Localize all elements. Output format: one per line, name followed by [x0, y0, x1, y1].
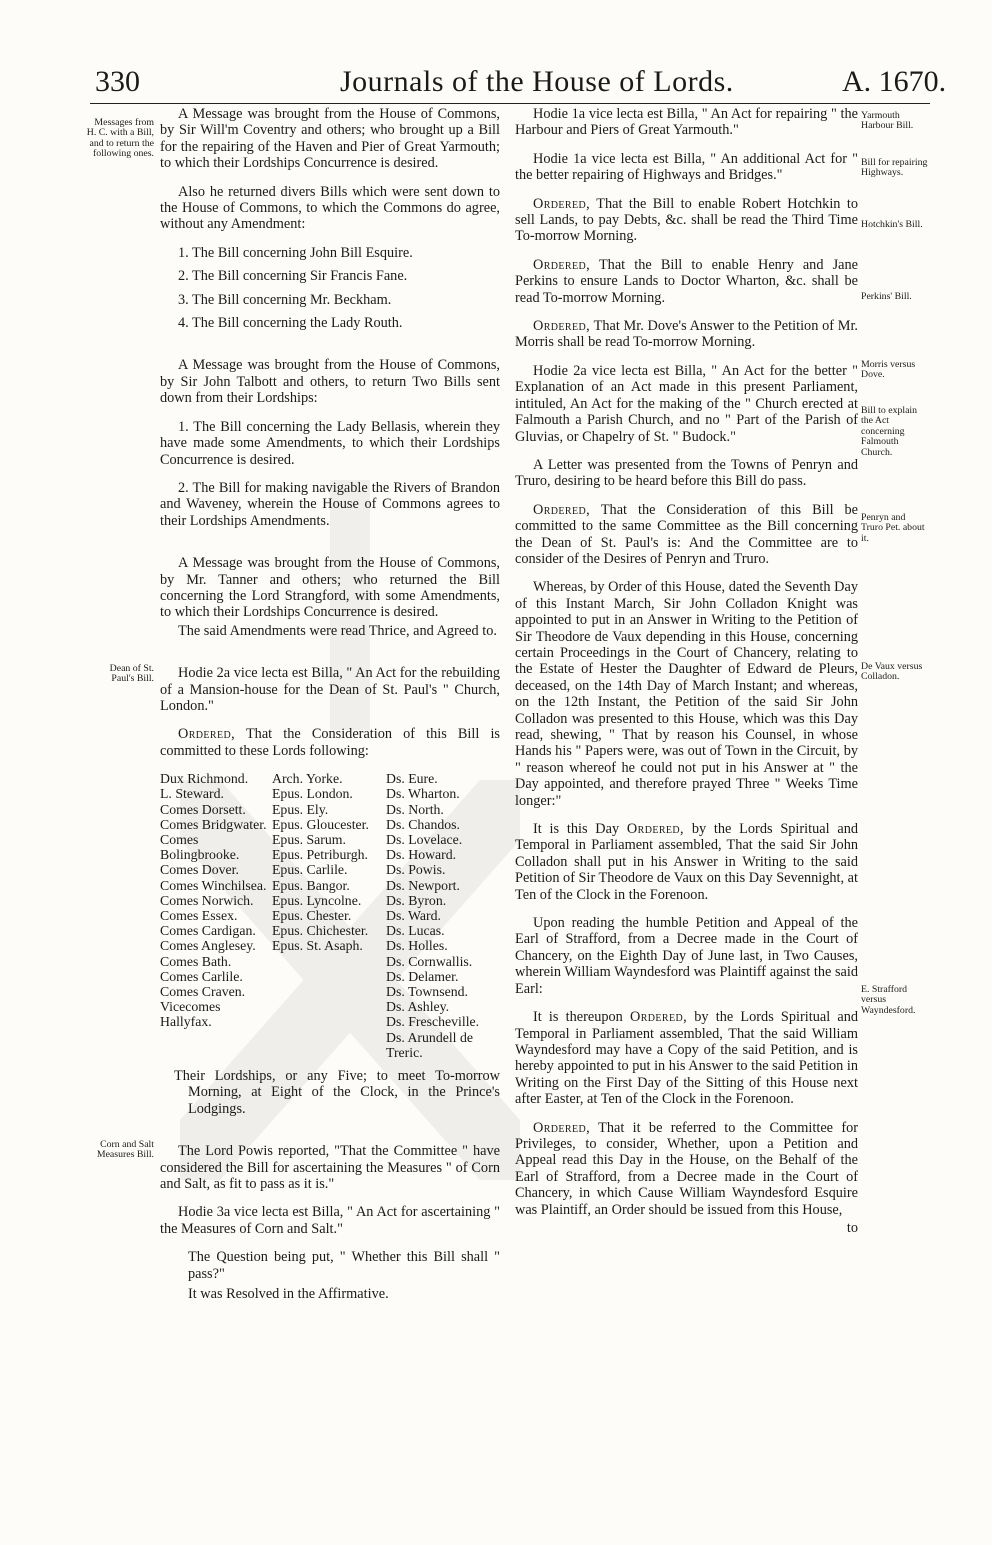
margin-note: Morris versus Dove.	[861, 359, 916, 381]
lord-name: Epus. Carlile.	[272, 862, 348, 878]
order-paragraph	[515, 821, 858, 903]
order-pre: It is this Day	[533, 821, 620, 838]
question-paragraph: The Question being put, " Whether this Bill shall " pass?"	[188, 1249, 500, 1282]
lord-name: Ds. Newport.	[386, 877, 460, 893]
order-lead: Ordered,	[178, 726, 236, 743]
lord-name: Epus. Chester.	[272, 908, 352, 924]
meeting-paragraph: Their Lordships, or any Five; to meet To-morrow Morning, at Eight of the Clock, in the Prince's Lodgings.	[174, 1068, 500, 1117]
lord-name: Ds. Eure.	[386, 771, 438, 787]
page-title: Journals of the House of Lords.	[340, 65, 734, 98]
catchword: to	[846, 1219, 858, 1236]
order-text: That the Consideration of this Bill is committed to these Lords following:	[160, 726, 500, 759]
order-lead: Ordered,	[626, 821, 685, 838]
order-text: That the Bill to enable Robert Hotchkin to sell Lands, to pay Debts, &c. shall be read the Third Time To-morrow Morning.	[515, 195, 858, 245]
committee-lords	[160, 771, 500, 1060]
left-column	[160, 106, 500, 1307]
lord-name: Ds. Cornwallis.	[386, 953, 473, 969]
order-lead: Ordered,	[533, 501, 591, 518]
lord-name: Epus. Bangor.	[272, 877, 350, 893]
lord-name: Epus. Petriburgh.	[272, 847, 368, 863]
margin-note: Penryn and Truro Pet. about it.	[861, 512, 925, 544]
margin-note: Yarmouth Harbour Bill.	[861, 110, 914, 132]
margin-note: E. Strafford versus Wayndesford.	[861, 984, 916, 1016]
lord-name: Epus. Chichester.	[272, 923, 369, 939]
lord-name: Ds. Lucas.	[386, 923, 445, 939]
letter-paragraph: A Letter was presented from the Towns of Penryn and Truro, desiring to be heard before this Bill do pass.	[515, 456, 858, 490]
lord-name: Epus. Gloucester.	[272, 816, 369, 832]
order-lead: Ordered,	[533, 1119, 591, 1136]
lord-name: Ds. Byron.	[386, 892, 447, 908]
page-number: 330	[95, 65, 140, 98]
lord-name: Ds. Lovelace.	[386, 832, 463, 847]
margin-note: Bill to explain the Act concerning Falmouth Church.	[861, 405, 918, 458]
order-text: by the Lords Spiritual and Temporal in Parliament assembled, That the said Sir John Colladon shall put in his Answer in Writing to the said Petition of Sir Theodore de Vaux on this Day Sevennight, at Ten of the Clock in the Forenoon.	[515, 821, 858, 903]
lord-name: L. Steward.	[160, 786, 224, 802]
report-paragraph: The Lord Powis reported, "That the Committee " have considered the Bill for ascertaining the Measures " of Corn and Salt, as fit to pass as it is."	[160, 1143, 500, 1193]
order-text: That Mr. Dove's Answer to the Petition of Mr. Morris shall be read To-morrow Morning.	[515, 318, 858, 351]
lord-name: Ds. Frescheville.	[386, 1014, 480, 1030]
margin-note: Hotchkin's Bill.	[861, 219, 923, 230]
lord-name: Ds. North.	[386, 801, 444, 817]
lord-name: Ds. Wharton.	[386, 786, 460, 802]
bill-list-item: 2. The Bill concerning Sir Francis Fane.	[178, 268, 408, 285]
order-paragraph	[515, 257, 858, 306]
lord-name: Comes Craven.	[160, 984, 246, 1000]
lord-name: Ds. Ashley.	[386, 999, 450, 1015]
order-lead: Ordered,	[533, 256, 591, 273]
lord-name: Comes Dorsett.	[160, 801, 246, 817]
order-lead: Ordered,	[629, 1009, 688, 1026]
message-paragraph: 2. The Bill for making navigable the Rivers of Brandon and Waveney, wherein the House of Commons agrees to their Lordships Amendments.	[160, 479, 500, 529]
order-lead: Ordered,	[533, 318, 591, 335]
reading-paragraph: Hodie 2a vice lecta est Billa, " An Act for the better " Explanation of an Act made in this present Parliament, intituled, An Act for the making of the " Church erected at Falmouth a Parish Church, and no " Part of the Parish of Gluvias, or Chapelry of St. " Budock."	[515, 362, 858, 445]
order-text: That the Consideration of this Bill be committed to the same Committee as the Bill concerning the Dean of St. Paul's is: And the Committee are to consider of the Desires of Penryn and Truro.	[515, 501, 858, 567]
lord-name: Comes Bridgwater.	[160, 816, 267, 832]
lords-column-barons	[386, 771, 500, 1060]
margin-note: Bill for repairing Highways.	[861, 157, 928, 179]
lord-name: Comes Anglesey.	[160, 938, 256, 954]
lord-name: Ds. Delamer.	[386, 968, 459, 984]
reading-paragraph: Hodie 1a vice lecta est Billa, " An Act for repairing " the Harbour and Piers of Great Yarmouth."	[515, 106, 858, 139]
lord-name: Ds. Arundell de Treric.	[386, 1029, 473, 1060]
lord-name: Dux Richmond.	[160, 771, 249, 787]
lord-name: Ds. Holles.	[386, 938, 448, 954]
order-lead: Ordered,	[533, 195, 591, 212]
lord-name: Comes Essex.	[160, 908, 238, 924]
page-year: A. 1670.	[842, 65, 947, 98]
margin-note: Perkins' Bill.	[861, 291, 912, 302]
lord-name: Epus. Sarum.	[272, 832, 346, 847]
message-paragraph: A Message was brought from the House of Commons, by Mr. Tanner and others; who returned the Bill concerning the Lord Strangford, with some Amendments, to which their Lordships Concurrence is desired.	[160, 555, 500, 621]
lord-name: Epus. Ely.	[272, 801, 329, 817]
lord-name: Comes Cardigan.	[160, 923, 256, 939]
bill-list-item: 3. The Bill concerning Mr. Beckham.	[178, 291, 392, 308]
margin-note: De Vaux versus Colladon.	[861, 661, 923, 683]
message-paragraph: A Message was brought from the House of Commons, by Sir John Talbott and others, to return Two Bills sent down from their Lordships:	[160, 357, 500, 407]
order-paragraph	[515, 1009, 858, 1107]
lords-column-spiritual	[272, 771, 386, 1060]
order-text: by the Lords Spiritual and Temporal in Parliament assembled, That the said William Wayndesford may have a Copy of the said Petition, and is hereby appointed to put in his Answer to the said Petition in Writing on the First Day of the Sitting of this House next after Easter, at Ten of the Clock in the Forenoon.	[515, 1009, 858, 1108]
lord-name: Ds. Ward.	[386, 908, 441, 924]
lord-name: Arch. Yorke.	[272, 771, 343, 787]
reading-paragraph: Hodie 2a vice lecta est Billa, " An Act for the rebuilding of a Mansion-house for the Dean of St. Paul's " Church, London."	[160, 665, 500, 714]
margin-note: Dean of St. Paul's Bill.	[109, 663, 154, 685]
lord-name: Epus. Lyncolne.	[272, 892, 362, 908]
lord-name: Comes Bolingbrooke.	[160, 832, 240, 863]
message-paragraph: 1. The Bill concerning the Lady Bellasis, wherein they have made some Amendments, to which their Lordships Concurrence is desired.	[160, 418, 500, 468]
order-pre: It is thereupon	[533, 1009, 623, 1026]
order-text: That it be referred to the Committee for Privileges, to consider, Whether, upon a Petition and Appeal read this Day in the House, on the Behalf of the Earl of Strafford, from a Decree made in the Court of Chancery, in which Cause William Wayndesford Esquire was Plaintiff, an Order should be issued from this House,	[515, 1119, 858, 1218]
margin-note: Corn and Salt Measures Bill.	[96, 1139, 154, 1161]
resolution-paragraph: It was Resolved in the Affirmative.	[188, 1286, 389, 1303]
order-paragraph	[515, 196, 858, 245]
bill-list-item: 1. The Bill concerning John Bill Esquire.	[178, 244, 413, 261]
bill-list-item: 4. The Bill concerning the Lady Routh.	[178, 315, 403, 332]
lord-name: Vicecomes Hallyfax.	[160, 999, 221, 1030]
lord-name: Comes Carlile.	[160, 968, 243, 984]
lord-name: Comes Bath.	[160, 953, 232, 969]
lord-name: Epus. St. Asaph.	[272, 938, 363, 954]
reading-paragraph: Hodie 1a vice lecta est Billa, " An additional Act for " the better repairing of Highways and Bridges."	[515, 150, 858, 184]
lord-name: Epus. London.	[272, 786, 353, 802]
lord-name: Comes Norwich.	[160, 892, 254, 908]
order-text: That the Bill to enable Henry and Jane Perkins to ensure Lands to Doctor Wharton, &c. shall be read To-morrow Morning.	[515, 256, 858, 306]
header-rule	[90, 103, 930, 104]
lord-name: Ds. Howard.	[386, 847, 457, 863]
margin-note: Messages from H. C. with a Bill, and to return the following ones.	[86, 117, 154, 160]
order-paragraph	[515, 1120, 858, 1218]
message-paragraph: Also he returned divers Bills which were sent down to the House of Commons, to which the Commons do agree, without any Amendment:	[160, 183, 500, 233]
lord-name: Comes Dover.	[160, 862, 239, 878]
message-paragraph: A Message was brought from the House of Commons, by Sir Will'm Coventry and others; who brought up a Bill for the repairing of the Haven and Pier of Great Yarmouth; to which their Lordships Concurrence is desired.	[160, 106, 500, 172]
whereas-paragraph: Whereas, by Order of this House, dated the Seventh Day of this Instant March, Sir John Colladon Knight was appointed to put in an Answer in Writing to the Petition of Sir Theodore de Vaux depending in this House, concerning certain Proceedings in the Court of Chancery, relating to the Estate of Hester the Daughter of Edward de Pleurs, deceased, on the 14th Day of March Instant; and whereas, on the 12th Instant, the Petition of the said Sir John Colladon was presented to this House, which was this Day read, shewing, " That by reason his Counsel, in whose Hands his " Papers were, was out of Town in the Circuit, by " reason whereof he could not put in his Answer at " the Day appointed, and therefore prayed Three " Weeks Time longer:"	[515, 579, 858, 809]
lord-name: Comes Winchilsea.	[160, 877, 267, 893]
reading-paragraph: Hodie 3a vice lecta est Billa, " An Act for ascertaining " the Measures of Corn and Salt."	[160, 1204, 500, 1237]
lord-name: Ds. Chandos.	[386, 816, 460, 832]
lords-column-temporal	[160, 771, 272, 1060]
order-paragraph	[515, 318, 858, 351]
message-paragraph: The said Amendments were read Thrice, and Agreed to.	[178, 622, 497, 639]
order-paragraph	[515, 502, 858, 568]
petition-paragraph: Upon reading the humble Petition and Appeal of the Earl of Strafford, from a Decree made in the Court of Chancery, on the Eighth Day of June last, in Two Causes, wherein William Wayndesford was Plaintiff against the said Earl:	[515, 915, 858, 997]
right-column	[515, 106, 858, 1236]
lord-name: Ds. Townsend.	[386, 984, 468, 1000]
order-paragraph	[160, 726, 500, 759]
lord-name: Ds. Powis.	[386, 862, 446, 878]
